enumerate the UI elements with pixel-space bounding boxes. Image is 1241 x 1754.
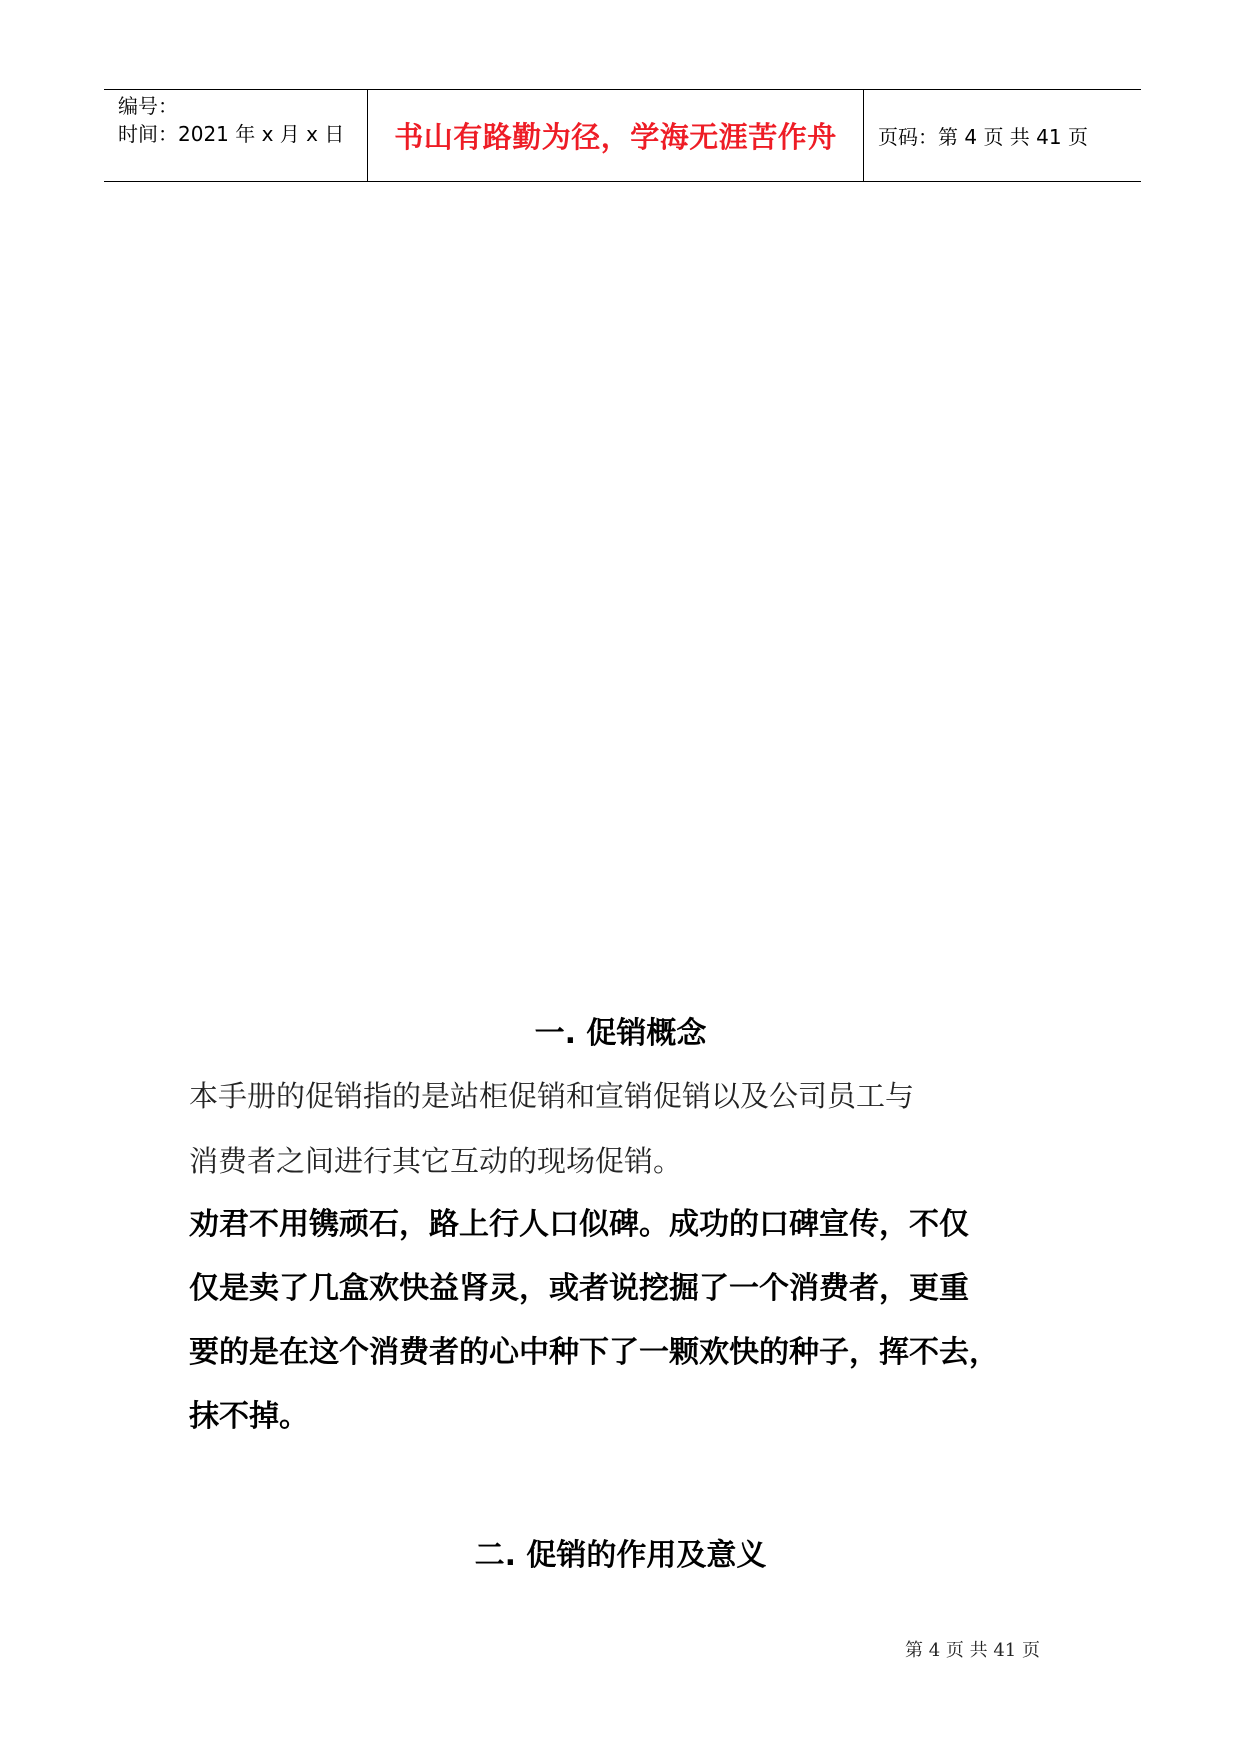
paragraph-promotion-definition [189,1064,1069,1194]
section-title-promotion-significance: 二. 促销的作用及意义 [474,1538,767,1573]
paragraph-line: 要的是在这个消费者的心中种下了一颗欢快的种子，挥不去， [189,1335,999,1370]
page-header [104,89,1141,182]
section-title-promotion-concept: 一. 促销概念 [534,1016,707,1051]
header-info-cell [104,90,368,181]
header-motto-cell [368,90,864,181]
header-motto: 书山有路勤为径，学海无涯苦作舟 [394,120,837,154]
paragraph-word-of-mouth [189,1193,1069,1449]
paragraph-line: 劝君不用镌顽石，路上行人口似碑。成功的口碑宣传，不仅 [189,1207,969,1242]
header-page-cell [864,90,1141,181]
paragraph-line: 本手册的促销指的是站柜促销和宣销促销以及公司员工与 [189,1079,915,1113]
header-page-number: 页码：第 4 页 共 41 页 [878,125,1088,149]
document-number-label: 编号： [118,94,178,118]
document-date-label: 时间：2021 年 x 月 x 日 [118,122,345,146]
page-footer: 第 4 页 共 41 页 [905,1640,1040,1661]
paragraph-line: 消费者之间进行其它互动的现场促销。 [189,1144,683,1178]
paragraph-line: 抹不掉。 [189,1399,309,1434]
paragraph-line: 仅是卖了几盒欢快益肾灵，或者说挖掘了一个消费者，更重 [189,1271,969,1306]
